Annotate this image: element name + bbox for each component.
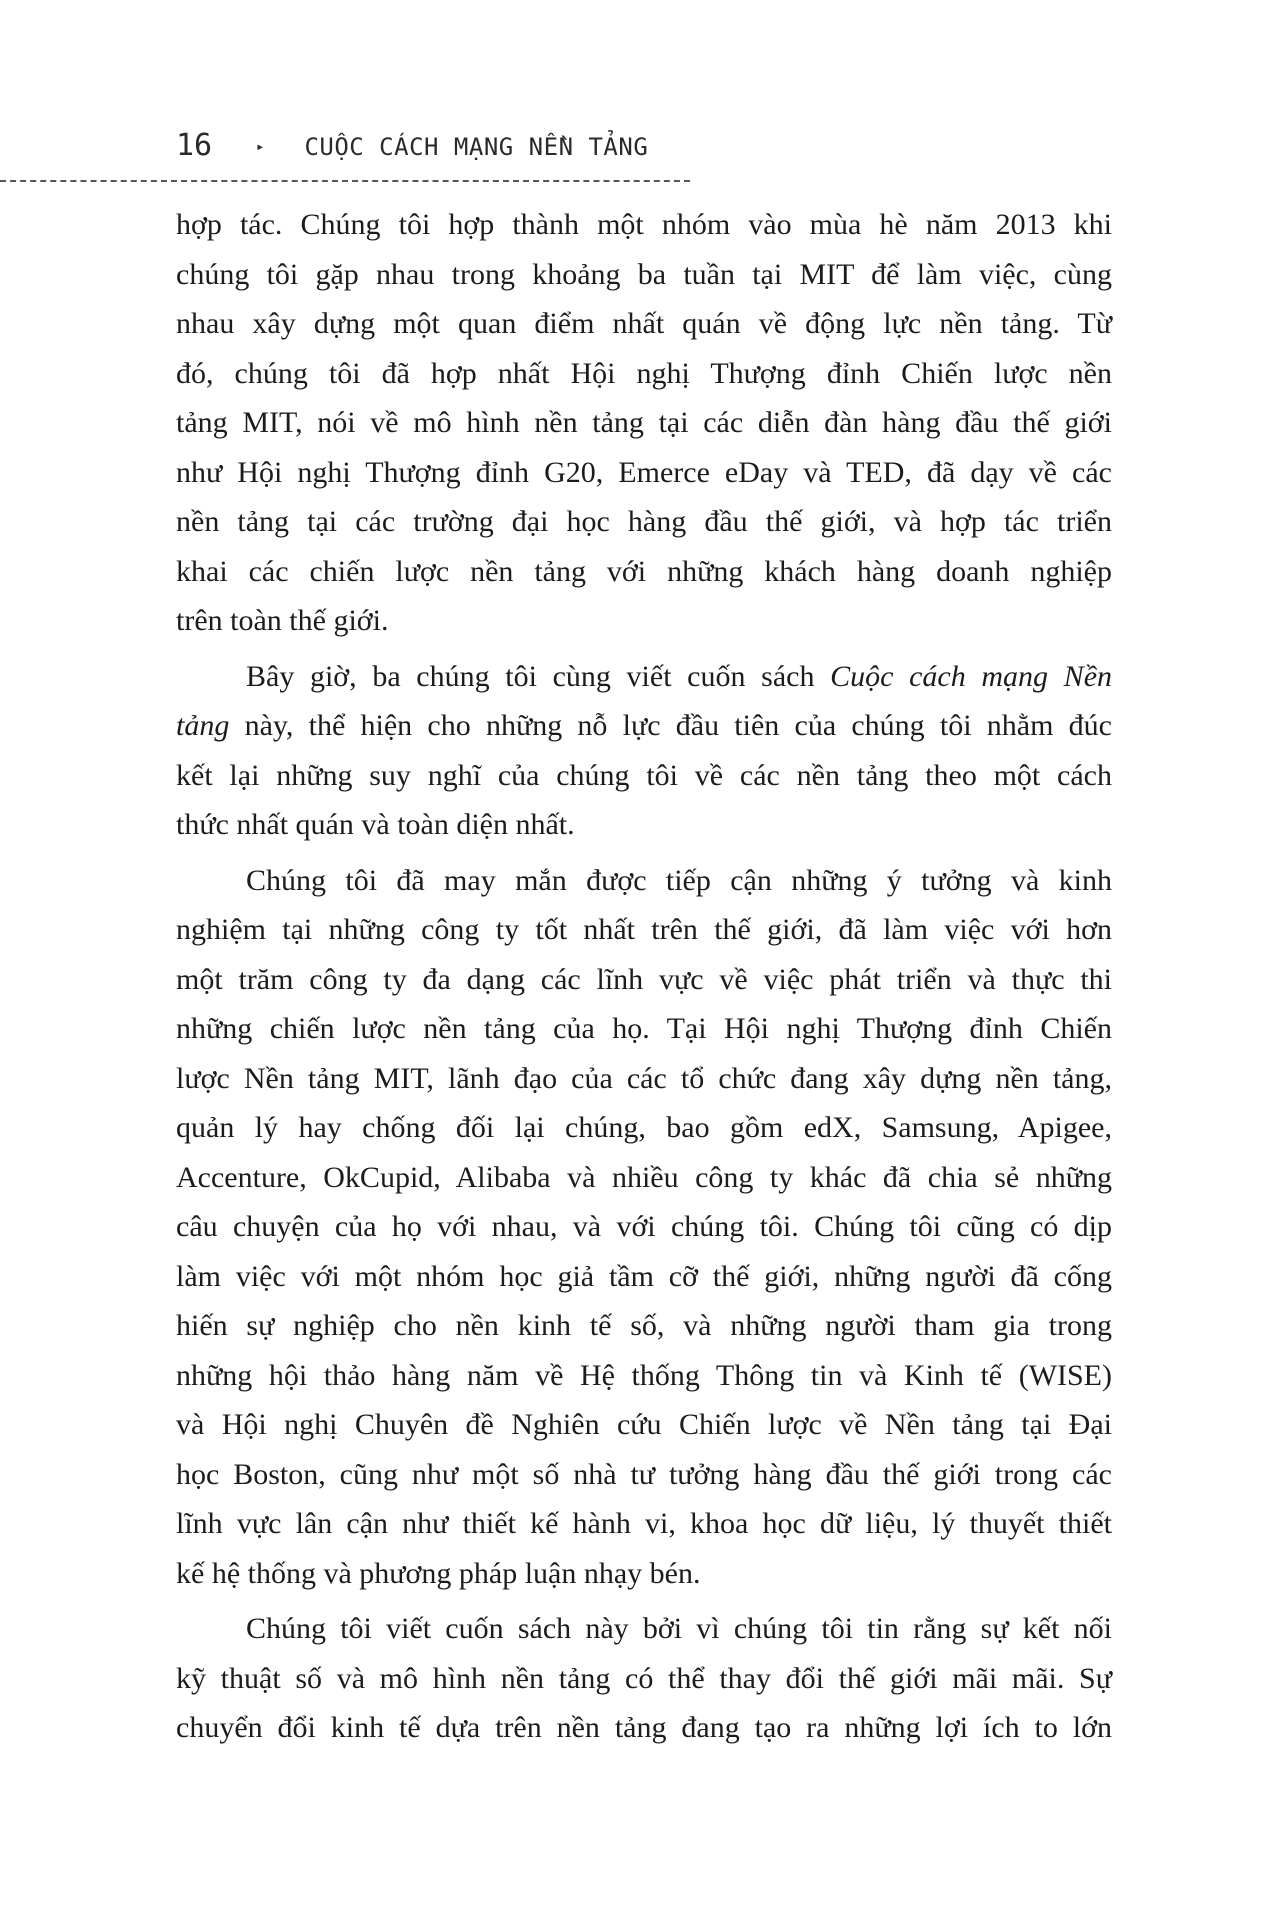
triangle-arrow-icon: ▸	[256, 139, 265, 155]
running-header	[176, 128, 648, 163]
text-line: nền tảng tại các trường đại học hàng đầu thế giới, và hợp tác triển	[176, 505, 1112, 538]
text-line	[176, 652, 1112, 702]
text-line: như Hội nghị Thượng đỉnh G20, Emerce eDay và TED, đã dạy về các	[176, 455, 1112, 489]
text-line: Accenture, OkCupid, Alibaba và nhiều công ty khác đã chia sẻ những	[176, 1160, 1112, 1194]
text-line: chuyển đổi kinh tế dựa trên nền tảng đang tạo ra những lợi ích to lớn	[176, 1711, 1112, 1744]
text-line: học Boston, cũng như một số nhà tư tưởng hàng đầu thế giới trong các	[176, 1457, 1112, 1491]
paragraph-3	[176, 856, 1112, 1599]
text-line: Chúng tôi viết cuốn sách này bởi vì chúng tôi tin rằng sự kết nối	[246, 1612, 1112, 1645]
paragraph-2	[176, 652, 1112, 850]
text-line: chúng tôi gặp nhau trong khoảng ba tuần tại MIT để làm việc, cùng	[176, 257, 1112, 291]
text-line: kế hệ thống và phương pháp luận nhạy bén.	[176, 1556, 701, 1590]
paragraph-4	[176, 1604, 1112, 1753]
page-number: 16	[176, 128, 213, 163]
text-line: lĩnh vực lân cận như thiết kế hành vi, khoa học dữ liệu, lý thuyết thiết	[176, 1507, 1112, 1540]
text-line: Chúng tôi đã may mắn được tiếp cận những ý tưởng và kinh	[246, 863, 1112, 897]
text-run: này, thể hiện cho những nỗ lực đầu tiên của chúng tôi nhằm đúc	[229, 709, 1112, 742]
text-line: kết lại những suy nghĩ của chúng tôi về các nền tảng theo một cách	[176, 758, 1112, 792]
text-line: kỹ thuật số và mô hình nền tảng có thể thay đổi thế giới mãi mãi. Sự	[176, 1661, 1112, 1695]
text-line: lược Nền tảng MIT, lãnh đạo của các tổ chức đang xây dựng nền tảng,	[176, 1061, 1112, 1095]
text-line: làm việc với một nhóm học giả tầm cỡ thế giới, những người đã cống	[176, 1259, 1112, 1293]
text-line: nghiệm tại những công ty tốt nhất trên thế giới, đã làm việc với hơn	[176, 913, 1112, 946]
text-line: và Hội nghị Chuyên đề Nghiên cứu Chiến lược về Nền tảng tại Đại	[176, 1408, 1112, 1441]
text-line: đó, chúng tôi đã hợp nhất Hội nghị Thượng đỉnh Chiến lược nền	[176, 356, 1112, 390]
text-line: trên toàn thế giới.	[176, 604, 389, 637]
text-line: câu chuyện của họ với nhau, và với chúng tôi. Chúng tôi cũng có dịp	[176, 1210, 1112, 1243]
text-line	[176, 701, 1112, 751]
text-line: một trăm công ty đa dạng các lĩnh vực về việc phát triển và thực thi	[176, 962, 1112, 996]
book-title-italic: tảng	[176, 709, 230, 742]
text-line: những hội thảo hàng năm về Hệ thống Thông tin và Kinh tế (WISE)	[176, 1358, 1112, 1392]
text-line: những chiến lược nền tảng của họ. Tại Hội nghị Thượng đỉnh Chiến	[176, 1012, 1112, 1045]
paragraph-1	[176, 200, 1112, 646]
text-line: tảng MIT, nói về mô hình nền tảng tại các diễn đàn hàng đầu thế giới	[176, 406, 1112, 439]
text-line: hợp tác. Chúng tôi hợp thành một nhóm vào mùa hè năm 2013 khi	[176, 208, 1112, 241]
header-dashed-rule	[0, 180, 690, 182]
book-title-italic: Cuộc cách mạng Nền	[830, 659, 1113, 693]
book-title: CUỘC CÁCH MẠNG NỀN TẢNG	[304, 133, 649, 161]
body-text	[176, 200, 1112, 1759]
text-run: Bây giờ, ba chúng tôi cùng viết cuốn sách	[246, 659, 831, 693]
text-line: nhau xây dựng một quan điểm nhất quán về động lực nền tảng. Từ	[176, 307, 1112, 340]
text-line: khai các chiến lược nền tảng với những khách hàng doanh nghiệp	[176, 554, 1112, 588]
text-line: quản lý hay chống đối lại chúng, bao gồm edX, Samsung, Apigee,	[176, 1111, 1112, 1144]
text-line: hiến sự nghiệp cho nền kinh tế số, và những người tham gia trong	[176, 1309, 1112, 1342]
text-line: thức nhất quán và toàn diện nhất.	[176, 808, 575, 841]
